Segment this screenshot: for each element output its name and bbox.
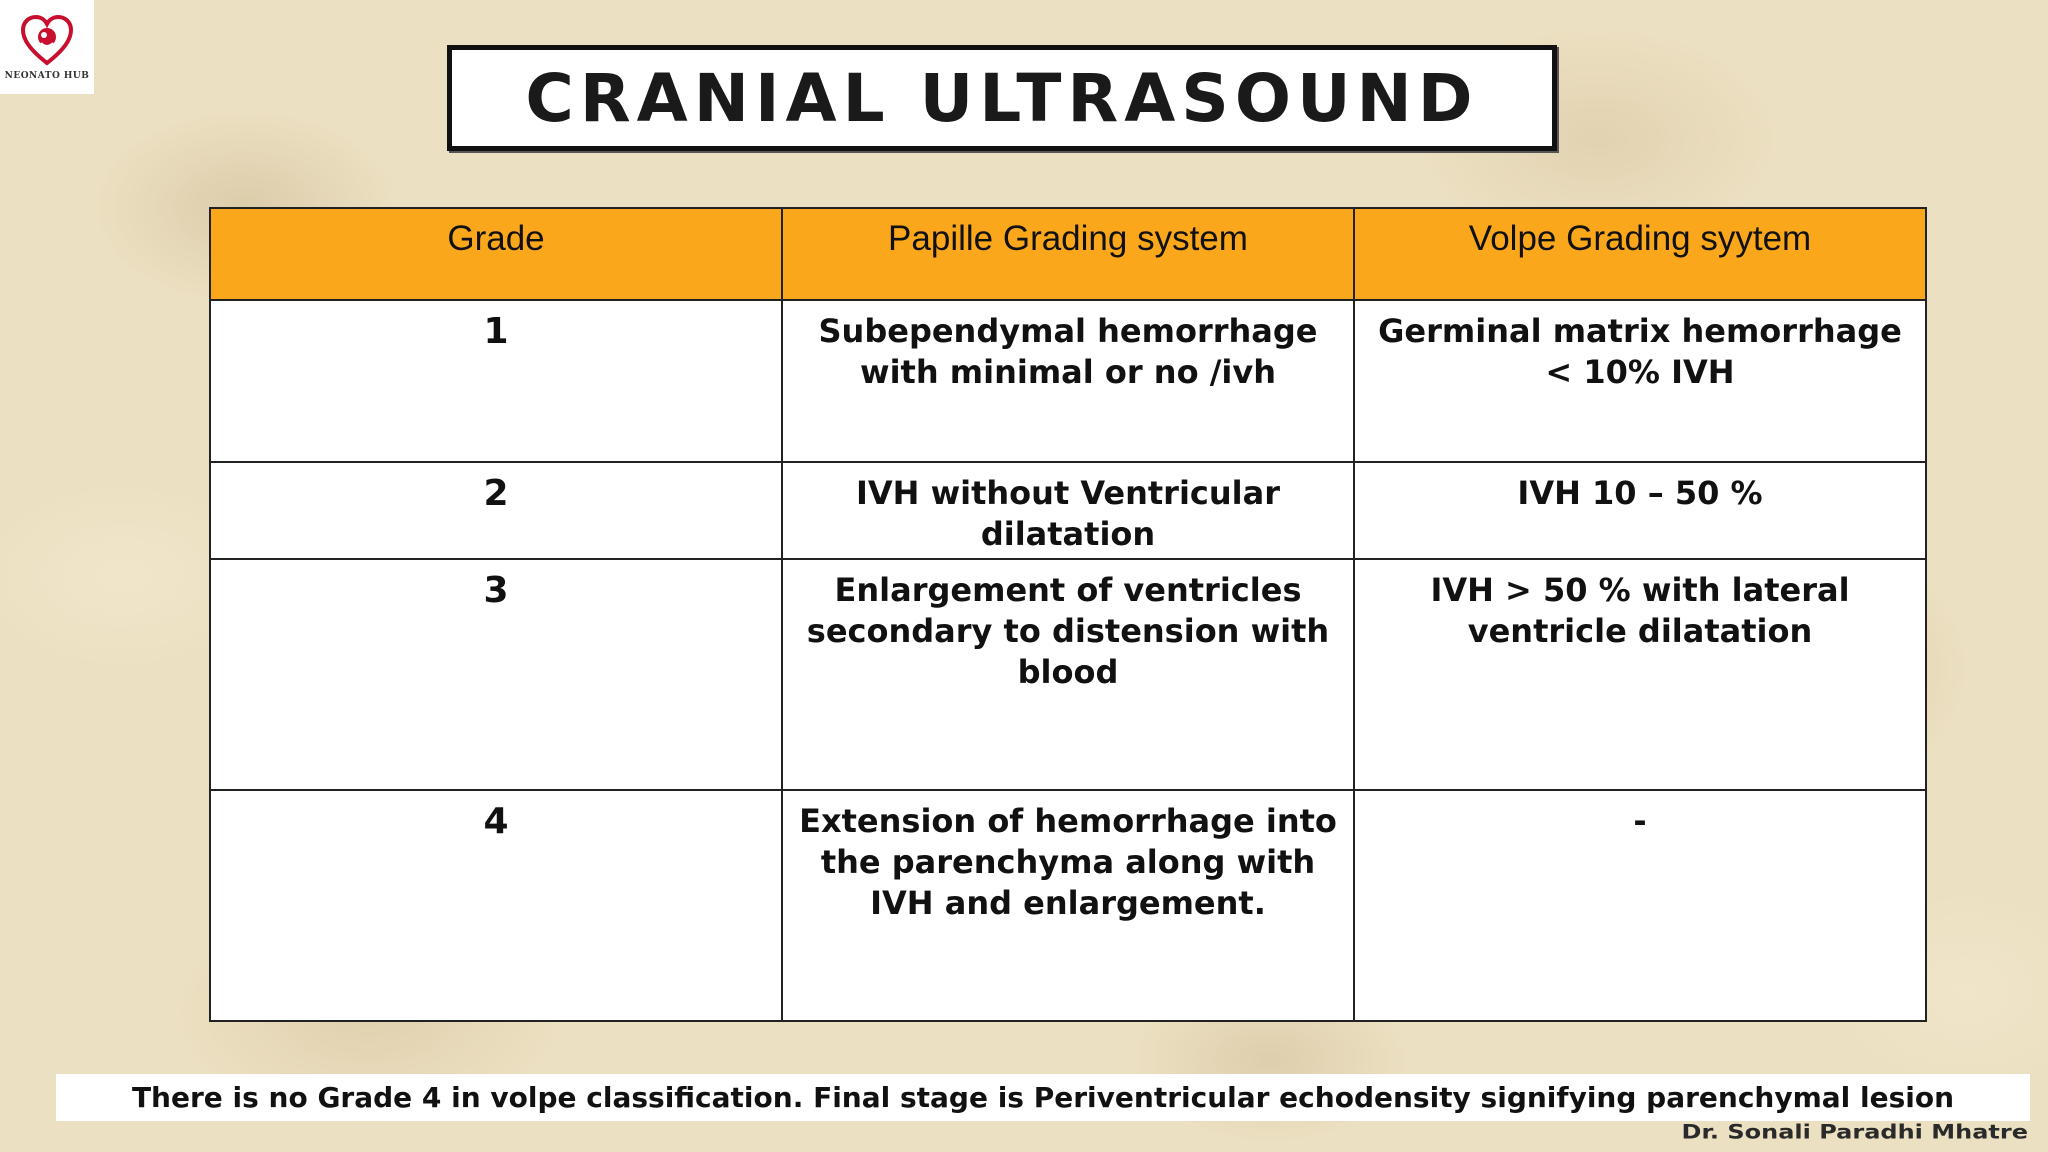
grade-cell: 4: [210, 790, 782, 1021]
grade-cell: 2: [210, 462, 782, 559]
papille-cell: Enlargement of ventricles secondary to distension with blood: [782, 559, 1354, 790]
grade-cell: 1: [210, 300, 782, 462]
column-header-grade: Grade: [210, 208, 782, 300]
table-row: [210, 462, 1926, 559]
title-box: [447, 45, 1557, 151]
papille-cell: IVH without Ventricular dilatation: [782, 462, 1354, 559]
grading-table: [209, 207, 1927, 1022]
table-header-row: [210, 208, 1926, 300]
author-signature: Dr. Sonali Paradhi Mhatre: [1681, 1120, 2028, 1144]
volpe-cell: IVH 10 – 50 %: [1354, 462, 1926, 559]
volpe-cell: Germinal matrix hemorrhage < 10% IVH: [1354, 300, 1926, 462]
volpe-cell: -: [1354, 790, 1926, 1021]
table-row: [210, 559, 1926, 790]
column-header-volpe: Volpe Grading syytem: [1354, 208, 1926, 300]
grade-cell: 3: [210, 559, 782, 790]
logo: [0, 0, 94, 94]
table-row: [210, 790, 1926, 1021]
heart-logo-icon: [19, 13, 75, 69]
papille-cell: Subependymal hemorrhage with minimal or no /ivh: [782, 300, 1354, 462]
table-row: [210, 300, 1926, 462]
logo-text: NEONATO HUB: [4, 71, 90, 81]
papille-cell: Extension of hemorrhage into the parenchyma along with IVH and enlargement.: [782, 790, 1354, 1021]
page-title: CRANIAL ULTRASOUND: [525, 59, 1479, 137]
volpe-cell: IVH > 50 % with lateral ventricle dilatation: [1354, 559, 1926, 790]
column-header-papille: Papille Grading system: [782, 208, 1354, 300]
footnote: There is no Grade 4 in volpe classification. Final stage is Periventricular echodensity signifying parenchymal lesion: [56, 1074, 2030, 1121]
